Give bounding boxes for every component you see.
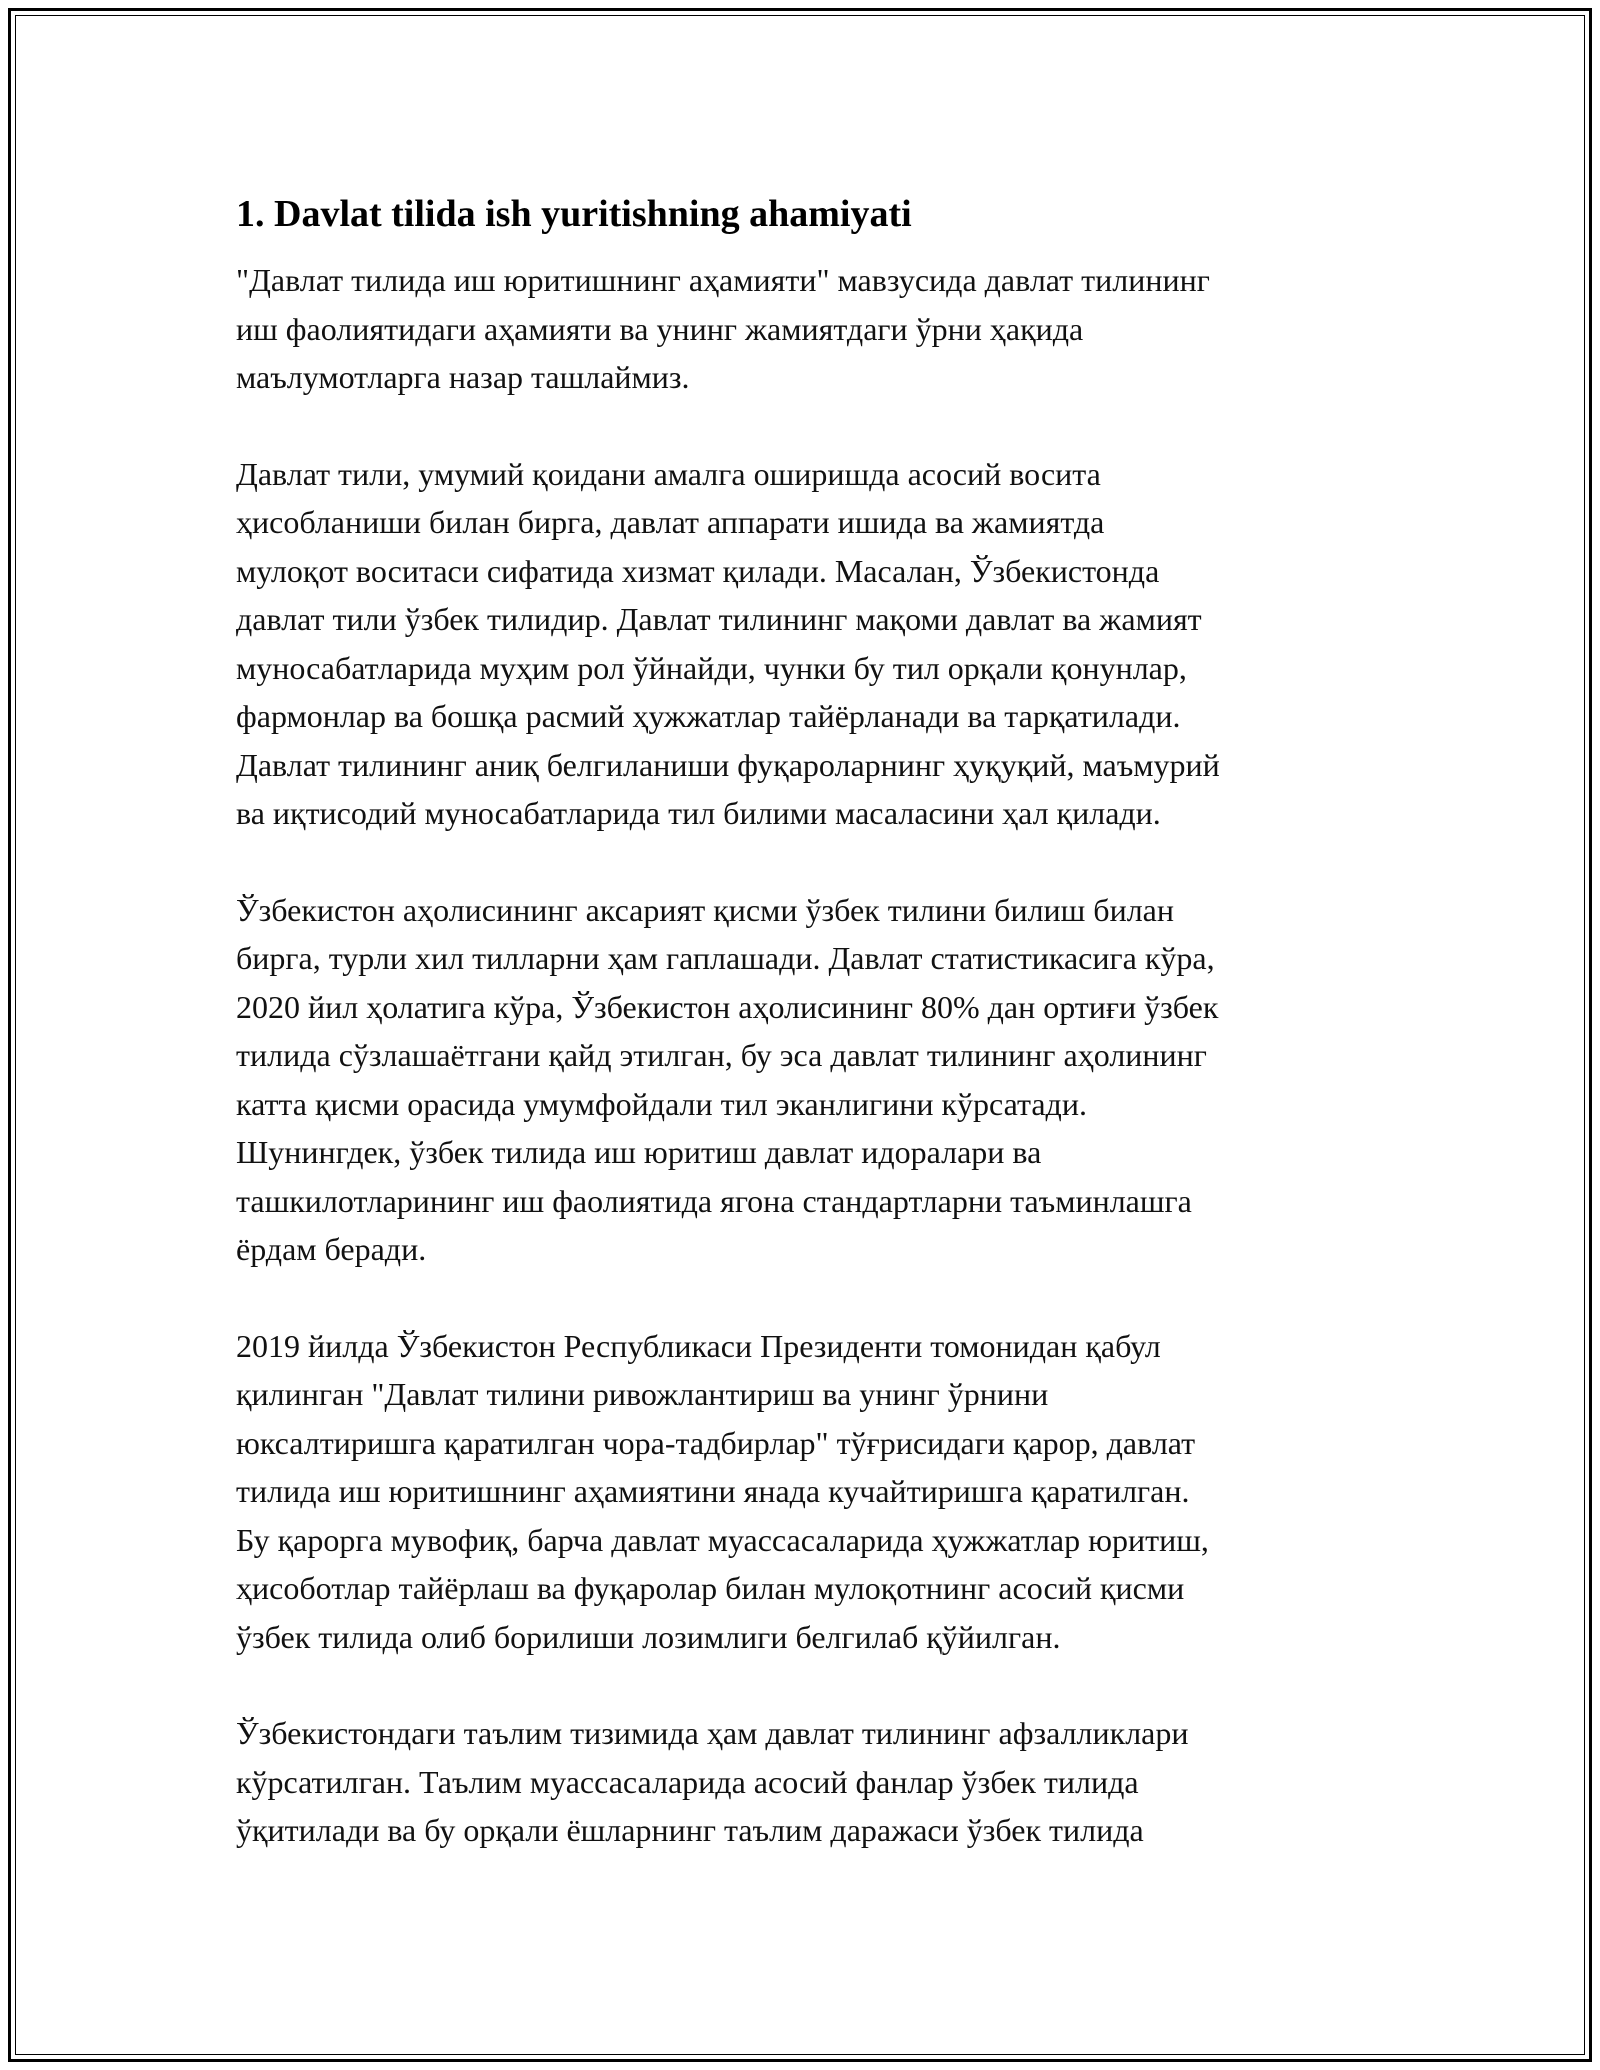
- document-body: [236, 186, 1386, 1903]
- text-line: Шунингдек, ўзбек тилида иш юритиш давлат идоралари ва: [236, 1134, 1042, 1170]
- text-line: тилида иш юритишнинг аҳамиятини янада кучайтиришга қаратилган.: [236, 1473, 1190, 1509]
- text-line: Давлат тили, умумий қоидани амалга оширишда асосий восита: [236, 455, 1101, 492]
- text-line: қилинган "Давлат тилини ривожлантириш ва унинг ўрнини: [236, 1376, 1049, 1412]
- text-line: Давлат тилининг аниқ белгиланиши фуқароларнинг ҳуқуқий, маъмурий: [236, 746, 1220, 783]
- paragraph-decree: [236, 1322, 1386, 1662]
- paragraph-education: [236, 1709, 1386, 1855]
- text-line: катта қисми орасида умумфойдали тил эканлигини кўрсатади.: [236, 1085, 1087, 1122]
- text-line: ўзбек тилида олиб борилиши лозимлиги белгилаб қўйилган.: [236, 1618, 1061, 1655]
- paragraph-intro: [236, 256, 1386, 402]
- text-line: фармонлар ва бошқа расмий ҳужжатлар тайёрланади ва тарқатилади.: [236, 698, 1181, 734]
- text-line: ҳисобланиши билан бирга, давлат аппарати ишида ва жамиятда: [236, 504, 1105, 540]
- text-line: Ўзбекистондаги таълим тизимида ҳам давлат тилининг афзалликлари: [236, 1715, 1189, 1751]
- text-line: ёрдам беради.: [236, 1231, 427, 1267]
- text-line: муносабатларида муҳим рол ўйнайди, чунки бу тил орқали қонунлар,: [236, 649, 1187, 686]
- text-line: иш фаолиятидаги аҳамияти ва унинг жамиятдаги ўрни ҳақида: [236, 310, 1084, 347]
- text-line: кўрсатилган. Таълим муассасаларида асосий фанлар ўзбек тилида: [236, 1763, 1139, 1800]
- text-line: ўқитилади ва бу орқали ёшларнинг таълим даражаси ўзбек тилида: [236, 1812, 1144, 1848]
- text-line: Бу қарорга мувофиқ, барча давлат муассасаларида ҳужжатлар юритиш,: [236, 1521, 1209, 1558]
- paragraph-state-language: [236, 450, 1386, 838]
- text-line: ташкилотларининг иш фаолиятида ягона стандартларни таъминлашга: [236, 1182, 1192, 1219]
- text-line: 2020 йил ҳолатига кўра, Ўзбекистон аҳолисининг 80% дан ортиғи ўзбек: [236, 988, 1219, 1025]
- text-line: юксалтиришга қаратилган чора-тадбирлар" тўғрисидаги қарор, давлат: [236, 1424, 1196, 1461]
- text-line: 2019 йилда Ўзбекистон Республикаси Президенти томонидан қабул: [236, 1327, 1161, 1364]
- text-line: Ўзбекистон аҳолисининг аксарият қисми ўзбек тилини билиш билан: [236, 891, 1174, 928]
- paragraph-population: [236, 886, 1386, 1274]
- text-line: "Давлат тилида иш юритишнинг аҳамияти" мавзусида давлат тилининг: [236, 262, 1210, 298]
- text-line: давлат тили ўзбек тилидир. Давлат тилининг мақоми давлат ва жамият: [236, 601, 1202, 637]
- text-line: тилида сўзлашаётгани қайд этилган, бу эса давлат тилининг аҳолининг: [236, 1037, 1207, 1073]
- text-line: ҳисоботлар тайёрлаш ва фуқаролар билан мулоқотнинг асосий қисми: [236, 1570, 1185, 1606]
- text-line: мулоқот воситаси сифатида хизмат қилади. Масалан, Ўзбекистонда: [236, 552, 1160, 589]
- text-line: маълумотларга назар ташлаймиз.: [236, 359, 690, 395]
- text-line: бирга, турли хил тилларни ҳам гаплашади. Давлат статистикасига кўра,: [236, 940, 1215, 976]
- text-line: ва иқтисодий муносабатларида тил билими масаласини ҳал қилади.: [236, 795, 1161, 831]
- section-heading: 1. Davlat tilida ish yuritishning ahamiyati: [236, 193, 912, 235]
